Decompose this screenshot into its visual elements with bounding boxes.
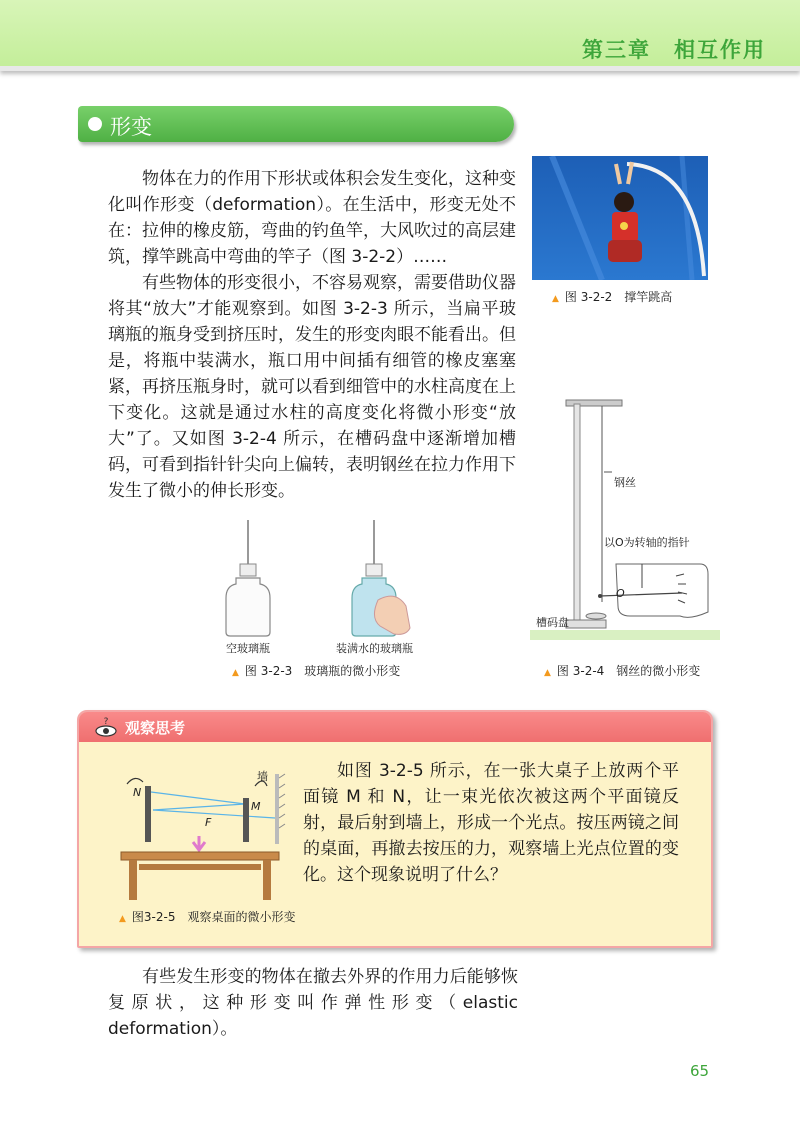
caption-triangle-icon: ▲ — [119, 914, 126, 924]
mirror-m — [243, 798, 249, 842]
label-pointer: 以O为转轴的指针 — [604, 536, 690, 549]
label-mirror-m: M — [251, 800, 261, 813]
caption-text: 图 3-2-2 撑竿跳高 — [564, 290, 673, 304]
bullet-dot-icon — [88, 117, 102, 131]
table-top — [530, 630, 720, 640]
weight-tray — [586, 613, 606, 619]
caption-triangle-icon: ▲ — [544, 668, 551, 678]
wall — [275, 774, 279, 844]
section-title: 形变 — [110, 115, 152, 139]
label-filled-bottle: 装满水的玻璃瓶 — [336, 642, 413, 655]
label-mirror-n: N — [133, 786, 142, 799]
stand-pole — [574, 404, 580, 626]
mirror-n — [145, 786, 151, 842]
figure-caption-3-2-3 — [232, 662, 400, 679]
paragraph-definition: 物体在力的作用下形状或体积会发生变化，这种变化叫作形变（deformation）。在生活中，形变无处不在：拉伸的橡皮筋，弯曲的钓鱼竿，大风吹过的高层建筑，撑竿跳高中弯曲的竿子（图 3-2-2）…… — [108, 169, 516, 267]
figure-caption-3-2-5 — [119, 908, 296, 925]
scale-panel — [616, 564, 708, 617]
stopper-right — [366, 564, 382, 576]
caption-text: 图3-2-5 观察桌面的微小形变 — [131, 910, 296, 924]
empty-bottle — [226, 578, 270, 636]
caption-triangle-icon: ▲ — [232, 668, 239, 678]
stand-base — [566, 620, 606, 628]
page-number: 65 — [690, 1062, 710, 1080]
section-heading — [78, 106, 514, 142]
paragraph-amplify: 有些物体的形变很小，不容易观察，需要借助仪器将其“放大”才能观察到。如图 3-2-3 所示，当扁平玻璃瓶的瓶身受到挤压时，发生的形变肉眼不能看出。但是，将瓶中装满水，瓶口用中间插有细管的橡皮塞塞紧，再挤压瓶身时，就可以看到细管中的水柱高度在上下变化。这就是通过水柱的高度变化将微小形变“放大”了。又如图 3-2-4 所示，在槽码盘中逐渐增加槽码，可看到指针针尖向上偏转，表明钢丝在拉力作用下发生了微小的伸长形变。 — [108, 273, 516, 501]
eye-question-icon — [93, 716, 119, 738]
observe-think-header — [79, 712, 711, 742]
bottles-figure — [210, 520, 430, 640]
chapter-header — [0, 0, 800, 71]
label-empty-bottle: 空玻璃瓶 — [226, 642, 270, 655]
mirror-table-figure — [115, 764, 295, 904]
figure-caption-3-2-4 — [544, 662, 700, 679]
figure-caption-3-2-2 — [552, 288, 672, 305]
label-force-f: F — [205, 816, 212, 829]
table-leg-right — [263, 860, 271, 900]
observe-think-text: 如图 3-2-5 所示，在一张大桌子上放两个平面镜 M 和 N，让一束光依次被这两个平面镜反射，最后射到墙上，形成一个光点。按压两镜之间的桌面，再撤去按压的力，观察墙上光点位置的变化。这个现象说明了什么？ — [303, 761, 679, 885]
pole-vault-photo — [532, 156, 708, 280]
pole-vault-illustration — [532, 156, 708, 280]
label-weight-tray: 槽码盘 — [536, 616, 569, 629]
stopper-left — [240, 564, 256, 576]
paragraph-elastic: 有些发生形变的物体在撤去外界的作用力后能够恢复原状，这种形变叫作弹性形变（elastic deformation）。 — [108, 967, 518, 1039]
steel-wire-figure — [530, 388, 720, 644]
pivot-dot — [598, 594, 602, 598]
chapter-title: 第三章 相互作用 — [582, 38, 766, 62]
question-mark: ? — [103, 717, 109, 727]
force-arrow — [193, 836, 205, 850]
caption-text: 图 3-2-4 钢丝的微小形变 — [556, 664, 701, 678]
label-wall: 墙 — [257, 770, 268, 783]
observe-think-box — [77, 710, 713, 948]
table-leg-left — [129, 860, 137, 900]
table-top — [121, 852, 279, 860]
observe-think-title: 观察思考 — [125, 719, 186, 737]
label-steel-wire: 钢丝 — [614, 476, 636, 489]
label-pivot-o: O — [616, 587, 625, 600]
caption-triangle-icon: ▲ — [552, 294, 559, 304]
caption-text: 图 3-2-3 玻璃瓶的微小形变 — [244, 664, 401, 678]
